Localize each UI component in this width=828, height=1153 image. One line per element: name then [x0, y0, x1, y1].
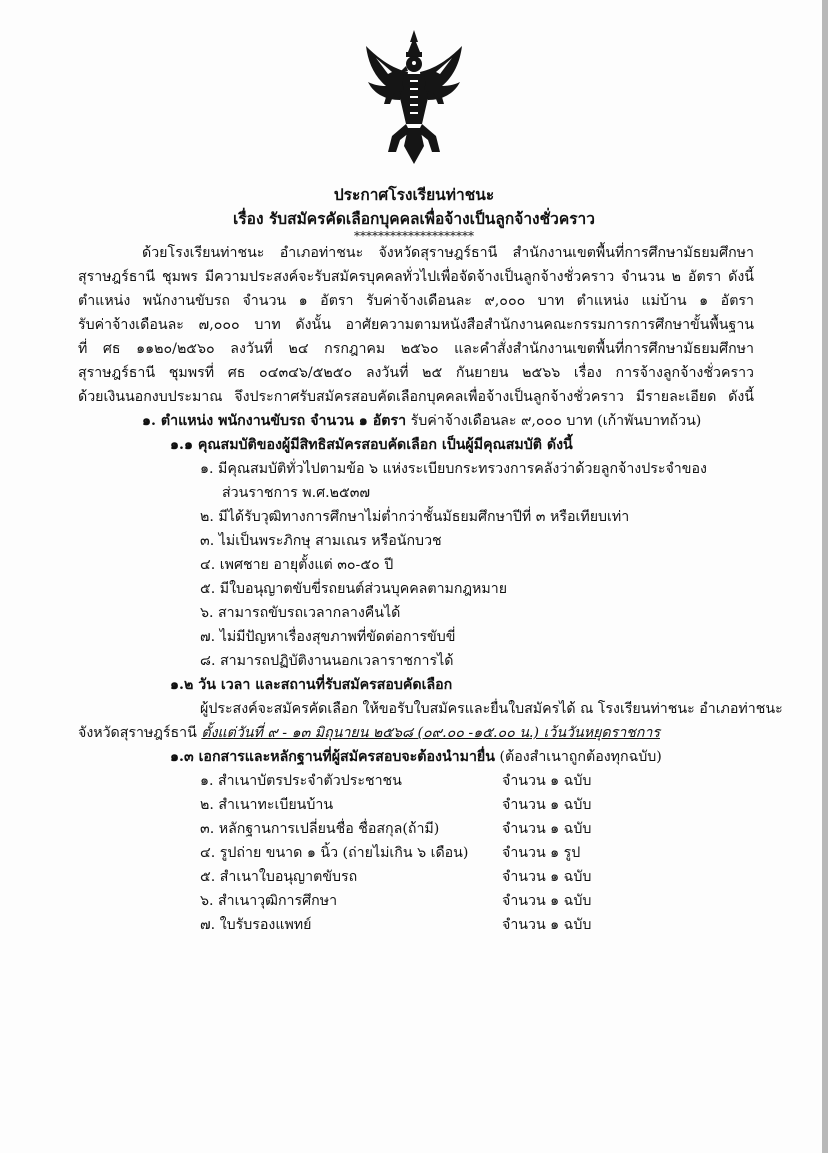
document-quantity: จำนวน ๑ ฉบับ: [502, 893, 592, 909]
section-1-3-heading: [170, 748, 662, 766]
document-name: ๒. สำเนาทะเบียนบ้าน: [200, 797, 334, 813]
document-name: ๗. ใบรับรองแพทย์: [200, 917, 312, 933]
qualification-item: ๓. ไม่เป็นพระภิกษุ สามเณร หรือนักบวช: [200, 533, 442, 549]
garuda-emblem-icon: [362, 28, 466, 168]
qualification-item: ๘. สามารถปฏิบัติงานนอกเวลาราชการได้: [200, 653, 454, 669]
header-stars: ********************: [354, 229, 474, 243]
section-1-title: ๑. ตำแหน่ง พนักงานขับรถ จำนวน ๑ อัตรา: [142, 413, 407, 429]
application-province: จังหวัดสุราษฎร์ธานี: [78, 725, 202, 741]
intro-line: รับค่าจ้างเดือนละ ๗,๐๐๐ บาท ดังนั้น อาศัยความตามหนังสือสำนักงานคณะกรรมการการศึกษาขั้นพื้นฐาน: [78, 317, 754, 333]
document-quantity: จำนวน ๑ ฉบับ: [502, 773, 592, 789]
intro-line: สุราษฎร์ธานี ชุมพร มีความประสงค์จะรับสมัครบุคคลทั่วไปเพื่อจัดจ้างเป็นลูกจ้างชั่วคราว จำนวน ๒ อัตรา ดังนี้: [78, 269, 754, 285]
document-name: ๔. รูปถ่าย ขนาด ๑ นิ้ว (ถ่ายไม่เกิน ๖ เดือน): [200, 845, 469, 861]
intro-line: สุราษฎร์ธานี ชุมพรที่ ศธ ๐๔๓๔๖/๕๒๕๐ ลงวันที่ ๒๕ กันยายน ๒๕๖๖ เรื่อง การจ้างลูกจ้างชั่วคราว: [78, 365, 754, 381]
intro-line: ตำแหน่ง พนักงานขับรถ จำนวน ๑ อัตรา รับค่าจ้างเดือนละ ๙,๐๐๐ บาท ตำแหน่ง แม่บ้าน ๑ อัตรา: [78, 293, 754, 309]
section-1-2-heading: ๑.๒ วัน เวลา และสถานที่รับสมัครสอบคัดเลือก: [170, 677, 453, 693]
qualification-item: ส่วนราชการ พ.ศ.๒๕๓๗: [222, 485, 371, 501]
document-quantity: จำนวน ๑ ฉบับ: [502, 821, 592, 837]
document-name: ๖. สำเนาวุฒิการศึกษา: [200, 893, 338, 909]
document-quantity: จำนวน ๑ ฉบับ: [502, 869, 592, 885]
section-1-1-tail: เป็นผู้มีคุณสมบัติ ดังนี้: [436, 437, 573, 453]
document-quantity: จำนวน ๑ รูป: [502, 845, 581, 861]
qualification-item: ๒. มีได้รับวุฒิทางการศึกษาไม่ต่ำกว่าชั้นมัธยมศึกษาปีที่ ๓ หรือเทียบเท่า: [200, 509, 630, 525]
intro-line: ด้วยเงินนอกงบประมาณ จึงประกาศรับสมัครสอบคัดเลือกบุคคลเพื่อจ้างเป็นลูกจ้างชั่วคราว มีรายละเอียด ดังนี้: [78, 389, 754, 405]
qualification-item: ๔. เพศชาย อายุตั้งแต่ ๓๐-๕๐ ปี: [200, 557, 394, 573]
section-1-3-title: ๑.๓ เอกสารและหลักฐานที่ผู้สมัครสอบจะต้องนำมายื่น: [170, 749, 495, 765]
announcement-subject: เรื่อง รับสมัครคัดเลือกบุคคลเพื่อจ้างเป็นลูกจ้างชั่วคราว: [233, 209, 595, 228]
announcement-title: ประกาศโรงเรียนท่าชนะ: [333, 185, 495, 204]
intro-line: ที่ ศธ ๑๑๒๐/๒๕๖๐ ลงวันที่ ๒๔ กรกฎาคม ๒๕๖๐ และคำสั่งสำนักงานเขตพื้นที่การศึกษามัธยมศึกษา: [78, 341, 754, 357]
document-name: ๓. หลักฐานการเปลี่ยนชื่อ ชื่อสกุล(ถ้ามี): [200, 821, 440, 837]
section-1-salary: รับค่าจ้างเดือนละ ๙,๐๐๐ บาท (เก้าพันบาทถ้วน): [406, 413, 702, 429]
application-date-line: [78, 724, 660, 742]
qualification-item: ๖. สามารถขับรถเวลากลางคืนได้: [200, 605, 401, 621]
document-name: ๑. สำเนาบัตรประจำตัวประชาชน: [200, 773, 402, 789]
intro-line: ด้วยโรงเรียนท่าชนะ อำเภอท่าชนะ จังหวัดสุราษฎร์ธานี สำนักงานเขตพื้นที่การศึกษามัธยมศึกษา: [142, 245, 754, 261]
application-place-line: ผู้ประสงค์จะสมัครคัดเลือก ให้ขอรับใบสมัครและยื่นใบสมัครได้ ณ โรงเรียนท่าชนะ อำเภอท่าชนะ: [200, 701, 783, 717]
application-dates: ตั้งแต่วันที่ ๙ - ๑๓ มิถุนายน ๒๕๖๘ (๐๙.๐๐ -๑๕.๐๐ น.) เว้นวันหยุดราชการ: [201, 725, 660, 741]
section-1-1-title: ๑.๑ คุณสมบัติของผู้มีสิทธิสมัครสอบคัดเลือก: [170, 437, 437, 453]
section-1-1-heading: [170, 436, 573, 454]
qualification-item: ๑. มีคุณสมบัติทั่วไปตามข้อ ๖ แห่งระเบียบกระทรวงการคลังว่าด้วยลูกจ้างประจำของ: [200, 461, 707, 477]
qualification-item: ๗. ไม่มีปัญหาเรื่องสุขภาพที่ขัดต่อการขับขี่: [200, 629, 456, 645]
document-quantity: จำนวน ๑ ฉบับ: [502, 917, 592, 933]
section-1-heading: [142, 412, 701, 430]
document-quantity: จำนวน ๑ ฉบับ: [502, 797, 592, 813]
qualification-item: ๕. มีใบอนุญาตขับขี่รถยนต์ส่วนบุคคลตามกฎหมาย: [200, 581, 508, 597]
section-1-3-note: (ต้องสำเนาถูกต้องทุกฉบับ): [494, 749, 662, 765]
document-name: ๕. สำเนาใบอนุญาตขับรถ: [200, 869, 358, 885]
